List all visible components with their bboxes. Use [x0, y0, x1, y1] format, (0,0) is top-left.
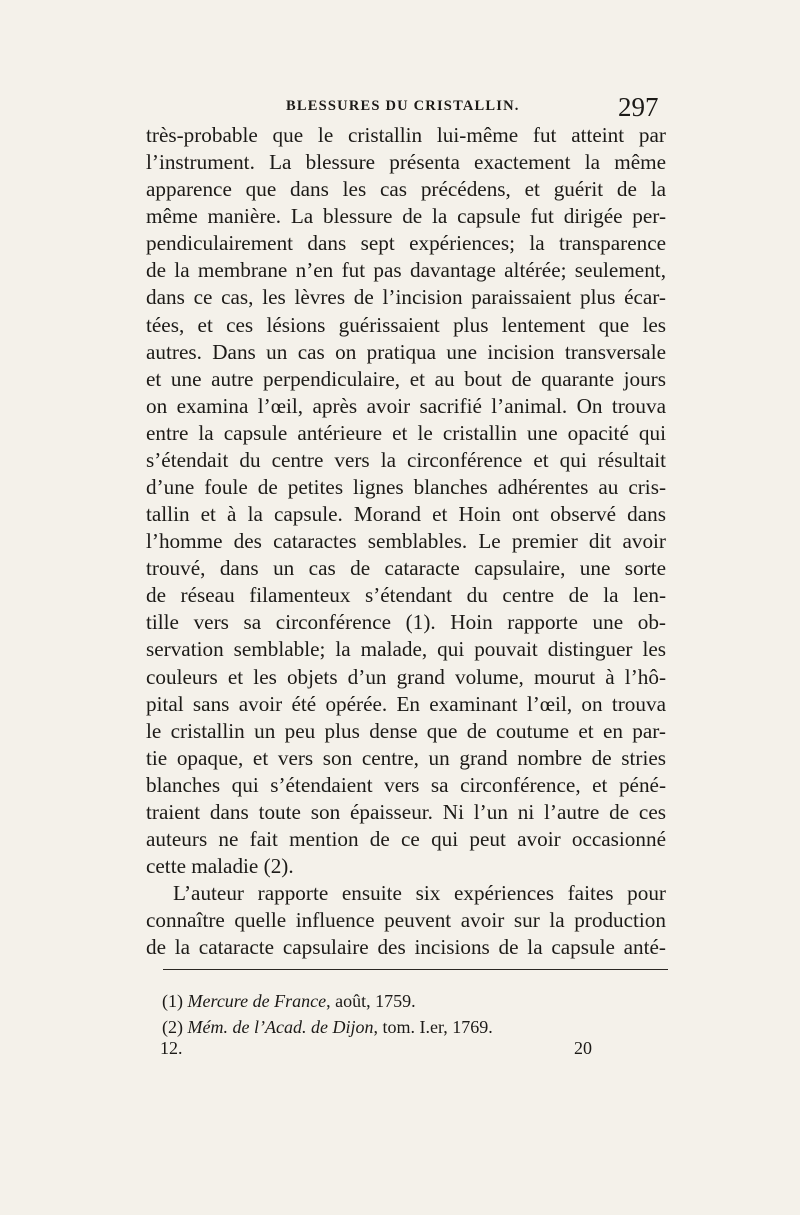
page-number: 297 [618, 92, 659, 122]
footnote [162, 988, 493, 1014]
footnote-details: , août, 1759. [326, 991, 416, 1011]
text-line: pital sans avoir été opérée. En examinant l’œil, on trouva [146, 691, 666, 716]
text-line: pendiculairement dans sept expériences; la transparence [146, 231, 666, 256]
text-line: de la cataracte capsulaire des incisions de la capsule anté- [146, 935, 666, 960]
text-line: tie opaque, et vers son centre, un grand nombre de stries [146, 745, 666, 770]
signature-mark: 12. [160, 1038, 183, 1058]
text-line: même manière. La blessure de la capsule fut dirigée per- [146, 204, 666, 229]
text-line: le cristallin un peu plus dense que de coutume et en par- [146, 718, 666, 743]
footnotes [162, 988, 493, 1040]
text-line: blanches qui s’étendaient vers sa circonférence, et péné- [146, 772, 666, 797]
footnote-marker: (2) [162, 1017, 183, 1037]
text-line: traient dans toute son épaisseur. Ni l’un ni l’autre de ces [146, 799, 666, 824]
footnote-marker: (1) [162, 991, 183, 1011]
footnote-source: Mém. de l’Acad. de Dijon [187, 1017, 374, 1037]
text-line: entre la capsule antérieure et le cristallin une opacité qui [146, 420, 666, 445]
text-line: tées, et ces lésions guérissaient plus lentement que les [146, 312, 666, 337]
sheet-number: 20 [574, 1038, 592, 1058]
text-line: cette maladie (2). [146, 854, 294, 879]
text-line: de réseau filamenteux s’étendant du centre de la len- [146, 583, 666, 608]
text-line: de la membrane n’en fut pas davantage altérée; seulement, [146, 258, 666, 283]
text-line: dans ce cas, les lèvres de l’incision paraissaient plus écar- [146, 285, 666, 310]
text-line: l’instrument. La blessure présenta exactement la même [146, 150, 666, 175]
text-line: s’étendait du centre vers la circonférence et qui résultait [146, 447, 666, 472]
running-head: BLESSURES DU CRISTALLIN. [286, 98, 520, 114]
text-line: on examina l’œil, après avoir sacrifié l’animal. On trouva [146, 393, 666, 418]
text-line: très-probable que le cristallin lui-même fut atteint par [146, 123, 666, 147]
text-line: tille vers sa circonférence (1). Hoin rapporte une ob- [146, 610, 666, 635]
text-line: l’homme des cataractes semblables. Le premier dit avoir [146, 529, 666, 554]
text-line: autres. Dans un cas on pratiqua une incision transversale [146, 339, 666, 364]
footnote-details: , tom. I.er, 1769. [373, 1017, 493, 1037]
text-line: couleurs et les objets d’un grand volume, mourut à l’hô- [146, 664, 666, 689]
text-line: tallin et à la capsule. Morand et Hoin ont observé dans [146, 502, 666, 527]
text-line: servation semblable; la malade, qui pouvait distinguer les [146, 637, 666, 662]
footnote [162, 1014, 493, 1040]
text-line: trouvé, dans un cas de cataracte capsulaire, une sorte [146, 556, 666, 581]
text-line: L’auteur rapporte ensuite six expériences faites pour [173, 881, 666, 906]
footnote-rule [163, 969, 668, 970]
text-line: apparence que dans les cas précédens, et guérit de la [146, 177, 666, 202]
text-line: connaître quelle influence peuvent avoir sur la production [146, 908, 666, 933]
text-line: et une autre perpendiculaire, et au bout de quarante jours [146, 366, 666, 391]
footnote-source: Mercure de France [187, 991, 327, 1011]
body-text [146, 122, 666, 961]
text-line: auteurs ne fait mention de ce qui peut avoir occasionné [146, 827, 666, 852]
text-line: d’une foule de petites lignes blanches adhérentes au cris- [146, 475, 666, 500]
